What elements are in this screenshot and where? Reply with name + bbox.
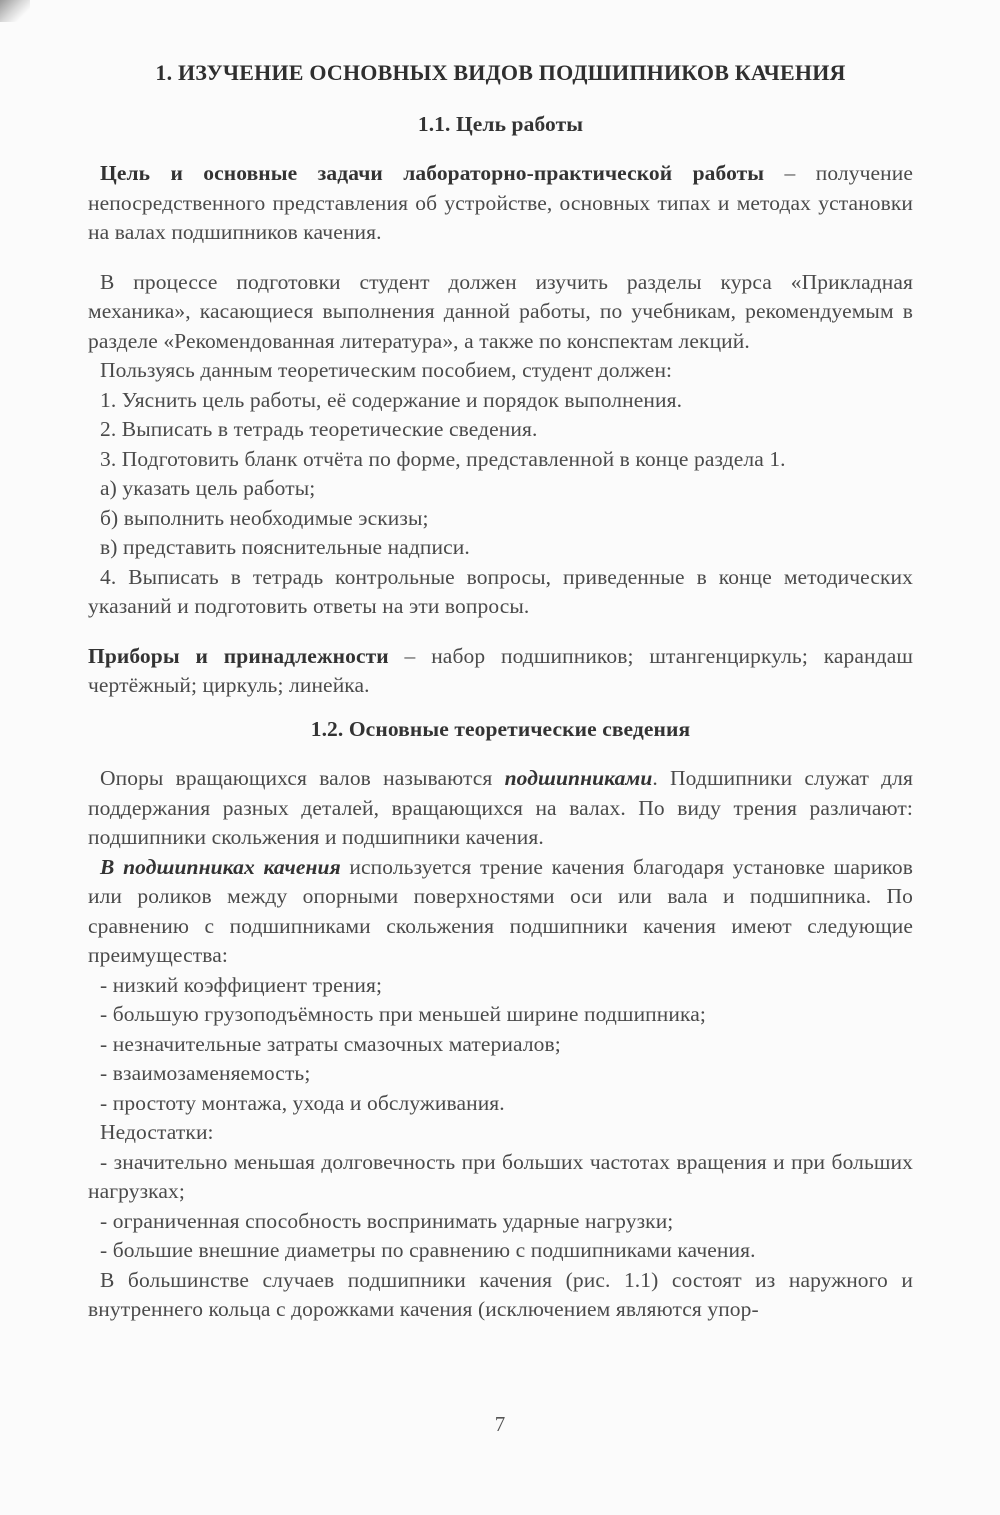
rolling-text: используется трение качения благодаря установке шариков или роликов между опорными поверхностями оси или вала и подшипника. По сравнению с подшипниками скольжения подшипники качения имеют следующие преимущества: [88, 854, 913, 967]
prep-paragraph: В процессе подготовки студент должен изучить разделы курса «Прикладная механика», касающиеся выполнения данной работы, по учебникам, рекомендуемым в разделе «Рекомендованная литература», а также по конспектам лекций. [88, 269, 913, 353]
step-item: а) указать цель работы; [100, 476, 316, 500]
disadvantage-item: - ограниченная способность воспринимать ударные нагрузки; [100, 1208, 674, 1233]
page-text [88, 58, 913, 1325]
tools-text: – набор подшипников; штангенциркуль; карандаш чертёжный; циркуль; линейка. [88, 643, 913, 697]
disadvantage-item: - значительно меньшая долговечность при больших частотах вращения и при больших нагрузках; [88, 1149, 913, 1203]
advantage-item: - простоту монтажа, ухода и обслуживания. [100, 1090, 505, 1115]
advantage-item: - взаимозаменяемость; [100, 1061, 311, 1085]
composition-paragraph: В большинстве случаев подшипники качения (рис. 1.1) состоят из наружного и внутреннего кольца с дорожками качения (исключением являются упор- [88, 1267, 913, 1321]
goal-bold: Цель и основные задачи лабораторно-практической работы [100, 161, 765, 185]
supports-text-a: Опоры вращающихся валов называются [100, 766, 505, 790]
advantage-item: - незначительные затраты смазочных материалов; [100, 1031, 561, 1056]
using-paragraph: Пользуясь данным теоретическим пособием, студент должен: [100, 358, 673, 382]
supports-paragraph [88, 764, 913, 853]
spacer [88, 622, 913, 642]
step-item: 4. Выписать в тетрадь контрольные вопросы, приведенные в конце методических указаний и подготовить ответы на эти вопросы. [88, 564, 913, 618]
disadvantages-label: Недостатки: [100, 1120, 214, 1144]
rolling-term: В подшипниках качения [100, 854, 341, 879]
supports-text-b: . Подшипники служат для поддержания разных деталей, вращающихся на валах. По виду трения различают: подшипники скольжения и подшипники качения. [88, 766, 913, 849]
section-1-2-heading: 1.2. Основные теоретические сведения [310, 716, 691, 741]
step-item: 2. Выписать в тетрадь теоретические сведения. [100, 417, 538, 441]
disadvantage-item: - большие внешние диаметры по сравнению с подшипниками качения. [100, 1238, 756, 1262]
step-item: в) представить пояснительные надписи. [100, 535, 470, 559]
page-number: 7 [494, 1412, 506, 1436]
goal-text: – получение непосредственного представления об устройстве, основных типах и методах установки на валах подшипников качения. [88, 161, 914, 244]
tools-bold: Приборы и принадлежности [88, 643, 389, 668]
advantage-item: - низкий коэффициент трения; [100, 972, 383, 997]
spacer [88, 701, 913, 715]
step-item: 1. Уяснить цель работы, её содержание и порядок выполнения. [100, 387, 683, 412]
supports-term: подшипниками [504, 766, 653, 790]
spacer [88, 248, 913, 268]
scan-corner-shadow [0, 0, 30, 22]
chapter-title: 1. ИЗУЧЕНИЕ ОСНОВНЫХ ВИДОВ ПОДШИПНИКОВ КАЧЕНИЯ [155, 60, 846, 85]
step-item: 3. Подготовить бланк отчёта по форме, представленной в конце раздела 1. [100, 446, 786, 471]
step-item: б) выполнить необходимые эскизы; [100, 505, 429, 530]
tools-paragraph [88, 642, 913, 701]
rolling-paragraph [88, 853, 913, 971]
section-1-1-heading: 1.1. Цель работы [417, 111, 584, 136]
advantage-item: - большую грузоподъёмность при меньшей ширине подшипника; [100, 1002, 706, 1026]
goal-paragraph [88, 159, 913, 248]
